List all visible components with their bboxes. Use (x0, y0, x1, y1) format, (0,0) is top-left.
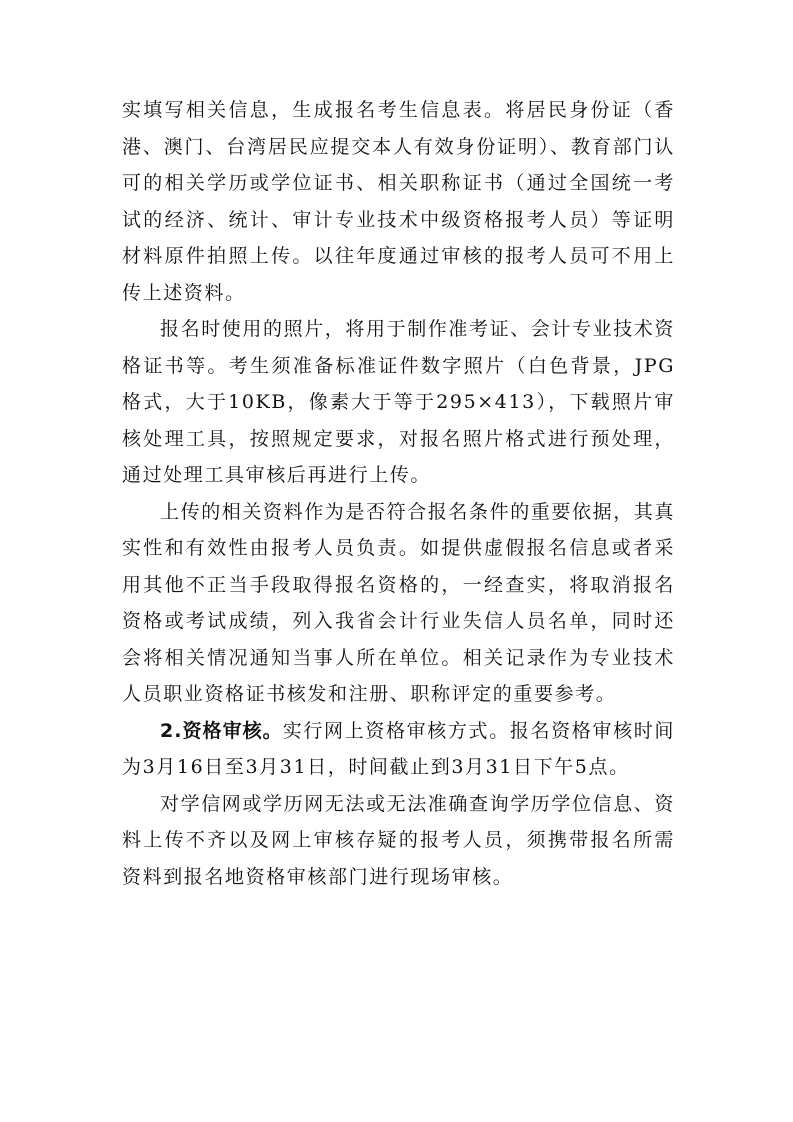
paragraph-authenticity (122, 494, 675, 713)
paragraph-text: 实行网上资格审核方式。报名资格审核时间为3月16日至3月31日，时间截止到3月31日下午5点。 (122, 719, 675, 778)
paragraph-qualification-review (122, 713, 675, 786)
paragraph-onsite-review (122, 786, 675, 896)
paragraph-upload-materials (122, 92, 675, 311)
paragraph-text: 上传的相关资料作为是否符合报名条件的重要依据，其真实性和有效性由报考人员负责。如提供虚假报名信息或者采用其他不正当手段取得报名资格的，一经查实，将取消报名资格或考试成绩，列入我省会计行业失信人员名单，同时还会将相关情况通知当事人所在单位。相关记录作为专业技术人员职业资格证书核发和注册、职称评定的重要参考。 (122, 500, 676, 705)
paragraph-text: 对学信网或学历网无法或无法准确查询学历学位信息、资料上传不齐以及网上审核存疑的报考人员，须携带报名所需资料到报名地资格审核部门进行现场审核。 (122, 792, 676, 888)
document-body (122, 92, 675, 895)
paragraph-photo-requirements (122, 311, 675, 494)
paragraph-text: 实填写相关信息，生成报名考生信息表。将居民身份证（香港、澳门、台湾居民应提交本人有效身份证明）、教育部门认可的相关学历或学位证书、相关职称证书（通过全国统一考试的经济、统计、审计专业技术中级资格报考人员）等证明材料原件拍照上传。以往年度通过审核的报考人员可不用上传上述资料。 (122, 99, 675, 304)
section-lead: 2.资格审核。 (160, 719, 283, 742)
paragraph-text: 报名时使用的照片，将用于制作准考证、会计专业技术资格证书等。考生须准备标准证件数字照片（白色背景，JPG格式，大于10KB，像素大于等于295×413），下载照片审核处理工具，按照规定要求，对报名照片格式进行预处理，通过处理工具审核后再进行上传。 (122, 318, 676, 486)
